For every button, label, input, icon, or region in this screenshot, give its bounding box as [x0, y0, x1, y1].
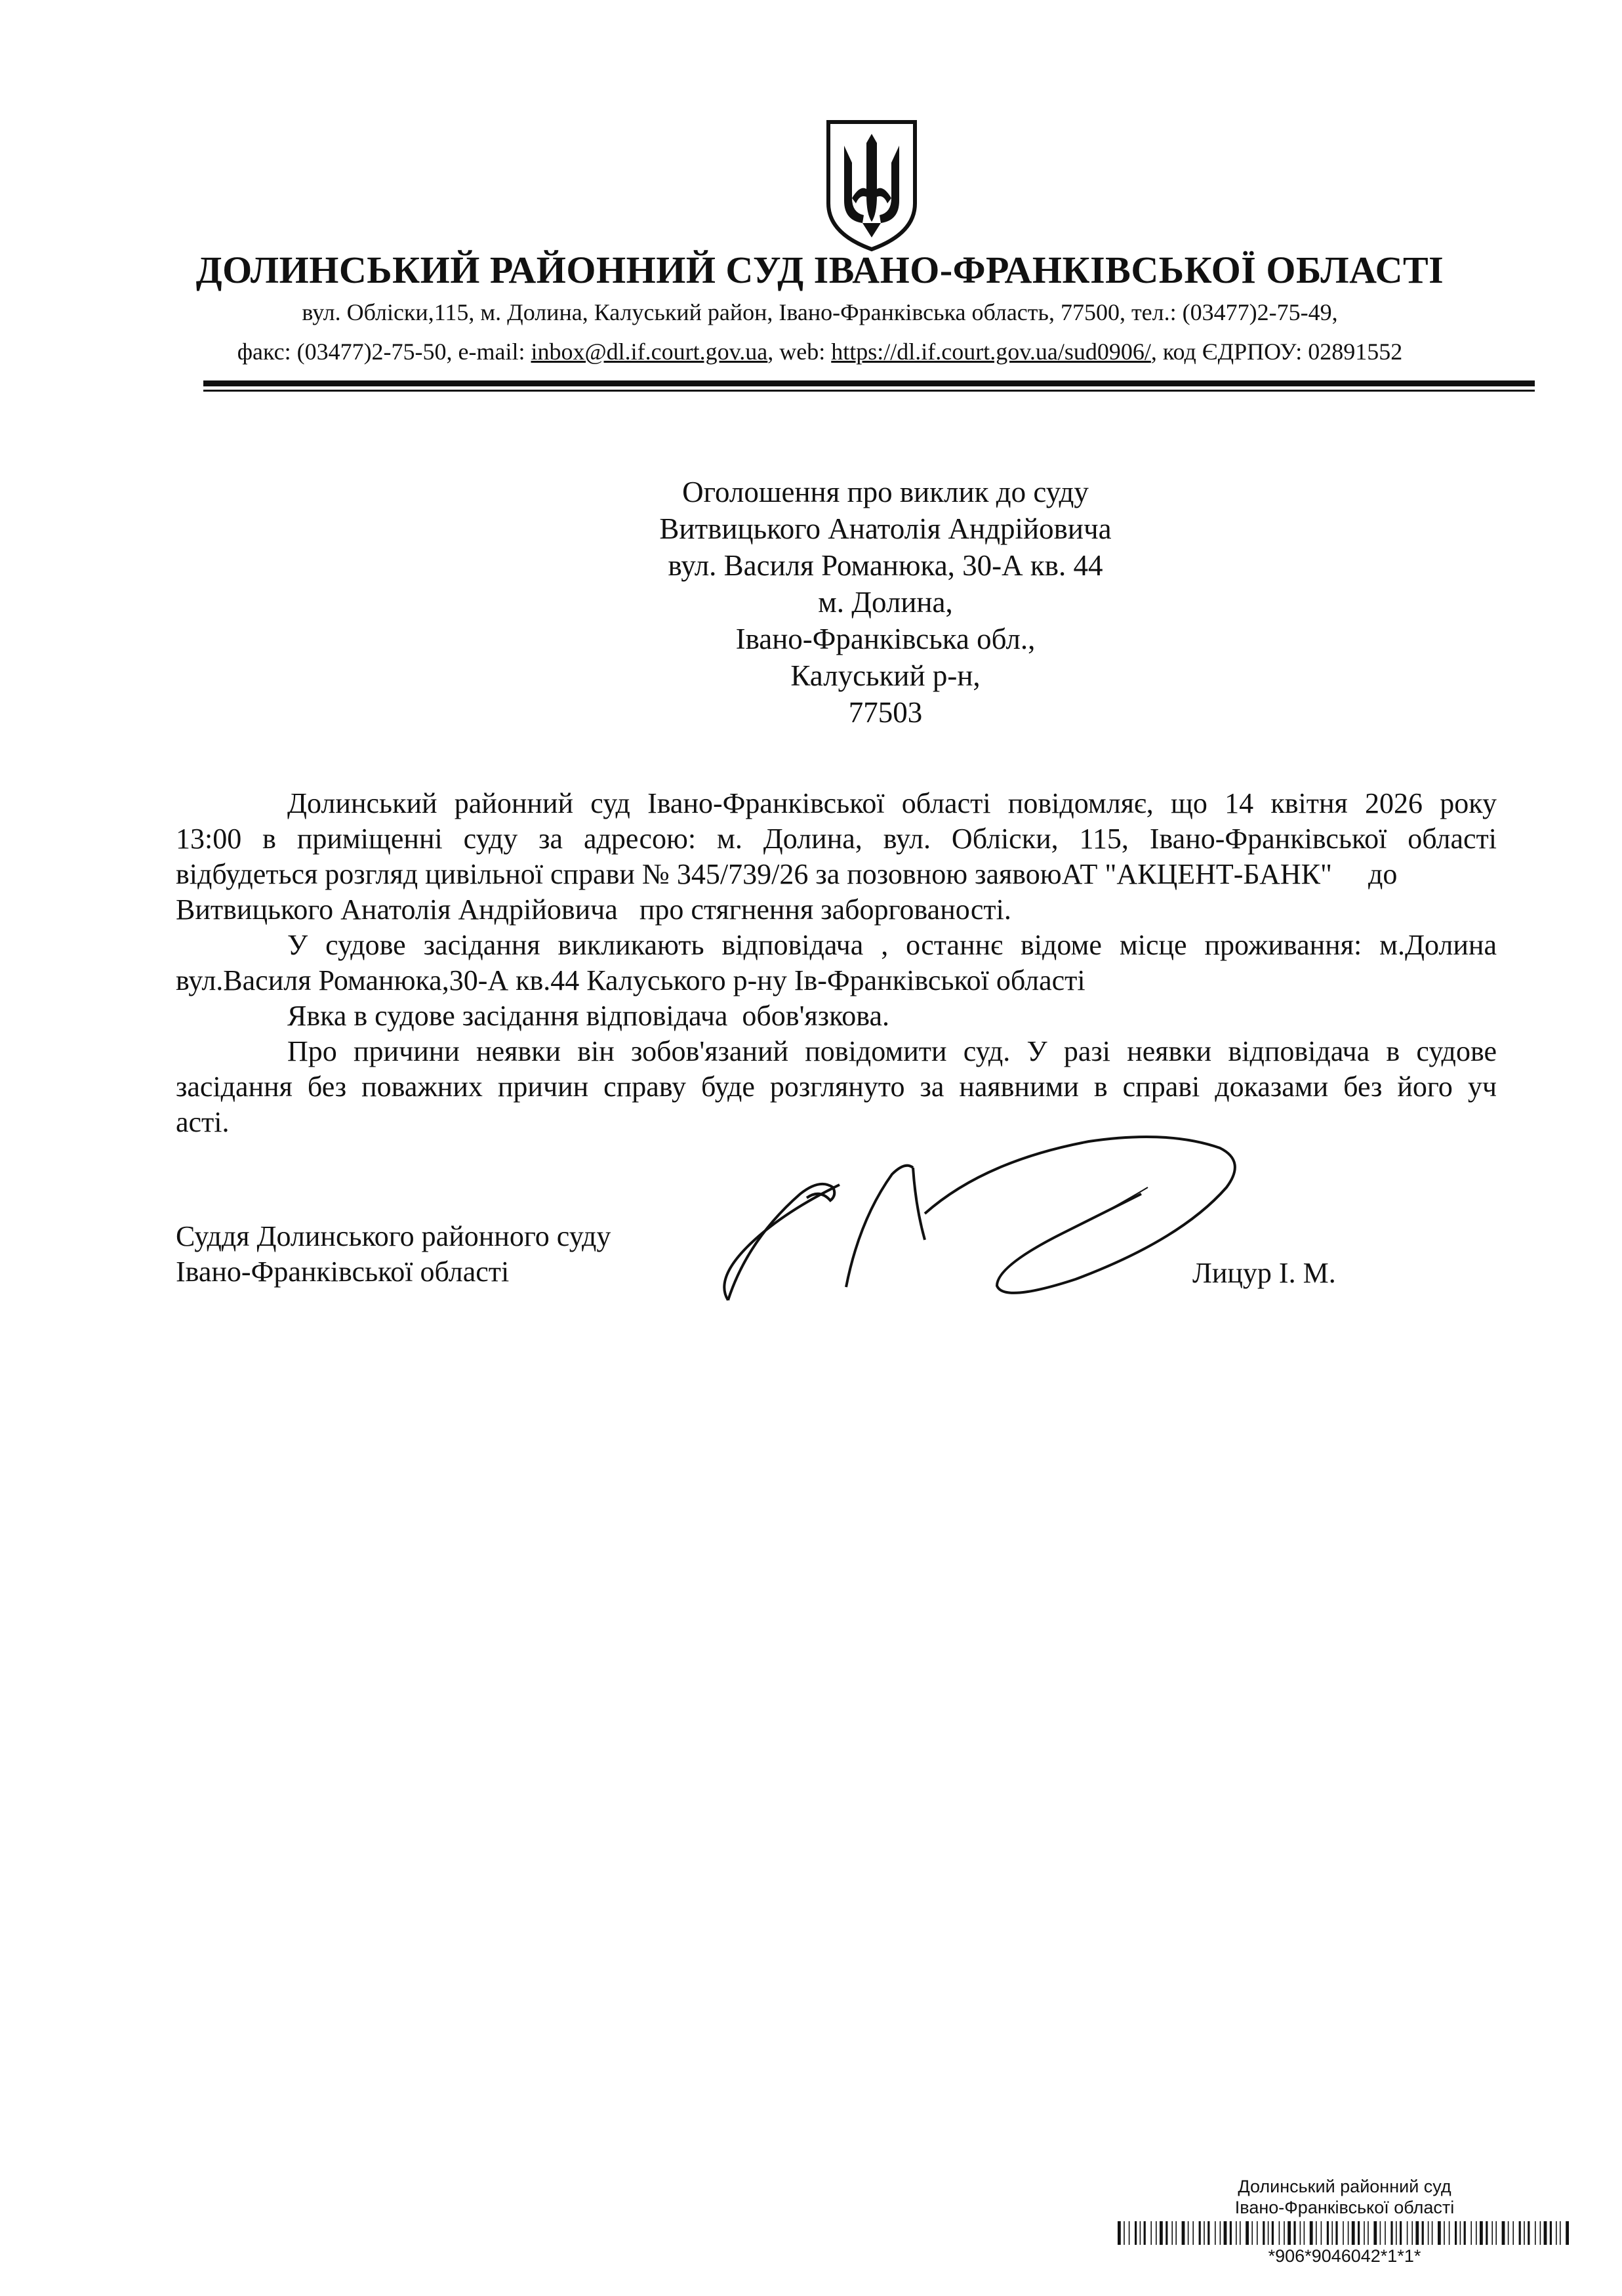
barcode-bar	[1124, 2221, 1125, 2245]
hearing-line-1: Долинський районний суд Івано-Франківської області повідомляє, що 14 квітня 2026 року	[287, 787, 1497, 819]
barcode-bar	[1407, 2221, 1408, 2245]
barcode-bar	[1284, 2221, 1285, 2245]
barcode-bar	[1240, 2221, 1241, 2245]
barcode-bar	[1144, 2221, 1146, 2245]
barcode-bar	[1364, 2221, 1365, 2245]
absence-line-1: Про причини неявки він зобов'язаний повідомити суд. У разі неявки відповідача в судове	[287, 1035, 1497, 1067]
barcode-bar	[1327, 2221, 1329, 2245]
barcode-bar	[1476, 2221, 1477, 2245]
stamp-court-name: Долинський районний суд	[1238, 2177, 1451, 2196]
edrpou-code: , код ЄДРПОУ: 02891552	[1150, 338, 1403, 365]
barcode-bar	[1385, 2221, 1386, 2245]
barcode-bar	[1535, 2221, 1536, 2245]
judge-title-line-2: Івано-Франківської області	[176, 1256, 510, 1288]
barcode-bar	[1246, 2221, 1249, 2245]
notice-body	[176, 786, 1497, 1140]
barcode-bar	[1348, 2221, 1349, 2245]
barcode-bar	[1140, 2221, 1141, 2245]
absence-line-2: засідання без поважних причин справу буде розглянуто за наявними в справі доказами без його уч	[176, 1071, 1497, 1103]
barcode-bar	[1432, 2221, 1433, 2245]
summons-line-2: вул.Василя Романюка,30-А кв.44 Калуського р-ну Ів-Франківської області	[176, 964, 1085, 996]
barcode-bar	[1230, 2221, 1232, 2245]
barcode-bar	[1192, 2221, 1194, 2245]
barcode-bar	[1251, 2221, 1253, 2245]
barcode-bar	[1519, 2221, 1521, 2245]
barcode-bar	[1422, 2221, 1424, 2245]
barcode-bar	[1495, 2221, 1497, 2245]
court-address: вул. Обліски,115, м. Долина, Калуський район, Івано-Франківська область, 77500, тел.: (03477)2-75-49,	[302, 299, 1338, 325]
barcode-bar	[1188, 2221, 1189, 2245]
stamp-court-region: Івано-Франківської області	[1234, 2198, 1455, 2217]
barcode-bar	[1411, 2221, 1413, 2245]
barcode-bar	[1540, 2221, 1541, 2245]
addressee-district: Калуський р-н,	[790, 659, 981, 692]
barcode-bar	[1199, 2221, 1201, 2245]
barcode-bar	[1171, 2221, 1173, 2245]
barcode-bar	[1544, 2221, 1547, 2245]
barcode	[1115, 2221, 1574, 2245]
barcode-bar	[1150, 2221, 1152, 2245]
barcode-bar	[1550, 2221, 1552, 2245]
barcode-bar	[1524, 2221, 1525, 2245]
barcode-bar	[1135, 2221, 1137, 2245]
barcode-bar	[1390, 2221, 1392, 2245]
barcode-bar	[1368, 2221, 1369, 2245]
barcode-bar	[1358, 2221, 1360, 2245]
barcode-bar	[1166, 2221, 1167, 2245]
barcode-bar	[1156, 2221, 1157, 2245]
addressee-name: Витвицького Анатолія Андрійовича	[659, 512, 1112, 545]
judge-name: Лицур І. М.	[1192, 1257, 1336, 1289]
barcode-bar	[1331, 2221, 1333, 2245]
barcode-bar	[1279, 2221, 1280, 2245]
paragraph-hearing	[176, 786, 1497, 928]
barcode-bar	[1268, 2221, 1269, 2245]
barcode-bar	[1460, 2221, 1461, 2245]
barcode-bar	[1220, 2221, 1221, 2245]
judge-title-line-1: Суддя Долинського районного суду	[176, 1220, 611, 1252]
barcode-bar	[1508, 2221, 1509, 2245]
barcode-bar	[1528, 2221, 1530, 2245]
barcode-bar	[1304, 2221, 1305, 2245]
barcode-bar	[1512, 2221, 1514, 2245]
barcode-bar	[1224, 2221, 1227, 2245]
barcode-bar	[1293, 2221, 1295, 2245]
paragraph-attendance	[176, 998, 1497, 1034]
hearing-line-4: Витвицького Анатолія Андрійовича про стягнення заборгованості.	[176, 893, 1011, 926]
addressee-city: м. Долина,	[818, 586, 953, 619]
barcode-bar	[1215, 2221, 1216, 2245]
barcode-bar	[1396, 2221, 1397, 2245]
barcode-bar	[1464, 2221, 1466, 2245]
email-link[interactable]: inbox@dl.if.court.gov.ua	[531, 338, 768, 365]
barcode-bar	[1343, 2221, 1344, 2245]
barcode-number: *906*9046042*1*1*	[1268, 2246, 1421, 2266]
addressee-postcode: 77503	[848, 696, 923, 729]
paragraph-summons	[176, 928, 1497, 998]
barcode-bar	[1300, 2221, 1301, 2245]
hearing-line-3: відбудеться розгляд цивільної справи № 345/739/26 за позовною заявоюАТ "АКЦЕНТ-БАНК" до	[176, 858, 1398, 890]
barcode-bar	[1175, 2221, 1177, 2245]
barcode-bar	[1352, 2221, 1355, 2245]
barcode-bar	[1310, 2221, 1313, 2245]
barcode-bar	[1560, 2221, 1561, 2245]
barcode-bar	[1207, 2221, 1209, 2245]
barcode-bar	[1287, 2221, 1291, 2245]
addressee-region: Івано-Франківська обл.,	[735, 623, 1036, 655]
barcode-bar	[1182, 2221, 1185, 2245]
header-divider-thin	[203, 390, 1535, 392]
barcode-bar	[1428, 2221, 1429, 2245]
barcode-bar	[1373, 2221, 1377, 2245]
barcode-bar	[1236, 2221, 1237, 2245]
barcode-bar	[1556, 2221, 1557, 2245]
barcode-bar	[1263, 2221, 1265, 2245]
barcode-bar	[1566, 2221, 1569, 2245]
barcode-bar	[1257, 2221, 1258, 2245]
handwritten-signature	[708, 1115, 1259, 1312]
judge-title	[176, 1219, 611, 1290]
web-link[interactable]: https://dl.if.court.gov.ua/sud0906/	[831, 338, 1151, 365]
header-divider-thick	[203, 380, 1535, 386]
attendance-line: Явка в судове засідання відповідача обов'язкова.	[287, 1000, 889, 1032]
summons-line-1: У судове засідання викликають відповідача , останнє відоме місце проживання: м.Долина	[287, 929, 1497, 961]
barcode-bar	[1455, 2221, 1457, 2245]
court-name: ДОЛИНСЬКИЙ РАЙОННИЙ СУД ІВАНО-ФРАНКІВСЬКОЇ ОБЛАСТІ	[195, 249, 1444, 291]
web-label: , web:	[767, 338, 832, 365]
barcode-bar	[1160, 2221, 1163, 2245]
notice-title: Оголошення про виклик до суду	[682, 476, 1089, 508]
barcode-bar	[1491, 2221, 1493, 2245]
absence-line-3: асті.	[176, 1106, 230, 1138]
barcode-bar	[1480, 2221, 1483, 2245]
barcode-bar	[1335, 2221, 1337, 2245]
barcode-bar	[1118, 2221, 1121, 2245]
barcode-bar	[1449, 2221, 1450, 2245]
barcode-bar	[1502, 2221, 1505, 2245]
barcode-bar	[1415, 2221, 1419, 2245]
fax-label: факс: (03477)2-75-50, e-mail:	[237, 338, 531, 365]
addressee-street: вул. Василя Романюка, 30-А кв. 44	[668, 549, 1103, 582]
barcode-bar	[1204, 2221, 1205, 2245]
barcode-bar	[1321, 2221, 1322, 2245]
barcode-bar	[1129, 2221, 1130, 2245]
barcode-bar	[1470, 2221, 1472, 2245]
barcode-bar	[1400, 2221, 1402, 2245]
court-contacts	[164, 338, 1476, 365]
barcode-bar	[1272, 2221, 1274, 2245]
barcode-bar	[1486, 2221, 1488, 2245]
addressee-block	[558, 474, 1213, 731]
barcode-bar	[1380, 2221, 1381, 2245]
hearing-line-2: 13:00 в приміщенні суду за адресою: м. Долина, вул. Обліски, 115, Івано-Франківської області	[176, 823, 1497, 855]
barcode-bar	[1444, 2221, 1445, 2245]
barcode-bar	[1438, 2221, 1441, 2245]
barcode-bar	[1316, 2221, 1317, 2245]
coat-of-arms-icon	[823, 117, 920, 253]
